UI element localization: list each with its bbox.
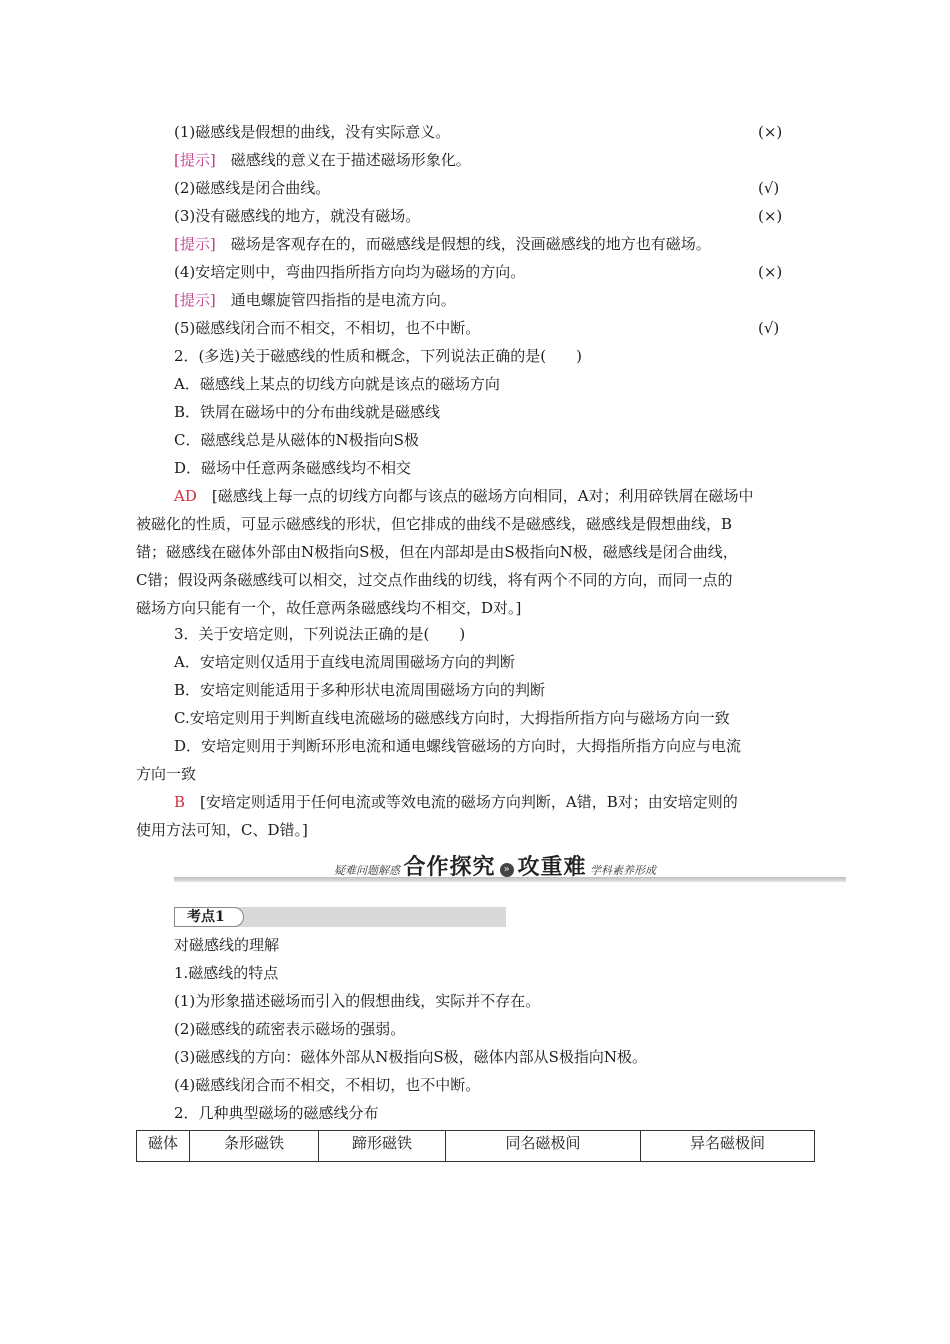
answer-text: [磁感线上每一点的切线方向都与该点的磁场方向相同，A对；利用碎铁屑在磁场中 [196, 487, 754, 505]
judge-mark-1: (×) [758, 123, 783, 141]
answer-tag: B [174, 793, 186, 811]
feature-3: (3)磁感线的方向：磁体外部从N极指向S极，磁体内部从S极指向N极。 [174, 1048, 648, 1066]
option-c: C．磁感线总是从磁体的N极指向S极 [174, 431, 419, 449]
table-header: 同名磁极间 [446, 1131, 641, 1162]
banner-heading-2: 攻重难 [517, 854, 587, 880]
section-banner [174, 852, 846, 886]
section-subtitle-2: 2．几种典型磁场的磁感线分布 [174, 1104, 379, 1122]
q3-option-a: A．安培定则仅适用于直线电流周围磁场方向的判断 [174, 653, 515, 671]
kaodian-label: 考点1 [174, 907, 244, 927]
table-header-row [137, 1131, 815, 1162]
answer-2-line-3: 错；磁感线在磁体外部由N极指向S极，但在内部却是由S极指向N极，磁感线是闭合曲线， [136, 543, 738, 561]
q3-option-d: D．安培定则用于判断环形电流和通电螺线管磁场的方向时，大拇指所指方向应与电流 [174, 737, 742, 755]
hint-tag: [提示] [174, 235, 216, 253]
banner-title [334, 852, 656, 886]
section-title: 对磁感线的理解 [174, 936, 280, 954]
option-b: B．铁屑在磁场中的分布曲线就是磁感线 [174, 403, 441, 421]
judge-mark-5: (√) [758, 319, 780, 337]
answer-2-line-4: C错；假设两条磁感线可以相交，过交点作曲线的切线，将有两个不同的方向，而同一点的 [136, 571, 733, 589]
table-header: 条形磁铁 [190, 1131, 319, 1162]
judge-mark-4: (×) [758, 263, 783, 281]
q3-option-b: B．安培定则能适用于多种形状电流周围磁场方向的判断 [174, 681, 546, 699]
option-d: D．磁场中任意两条磁感线均不相交 [174, 459, 412, 477]
answer-2-line-5: 磁场方向只能有一个，故任意两条磁感线均不相交，D对。] [136, 599, 522, 617]
option-a: A．磁感线上某点的切线方向就是该点的磁场方向 [174, 375, 500, 393]
hint-tag: [提示] [174, 151, 216, 169]
feature-1: (1)为形象描述磁场而引入的假想曲线，实际并不存在。 [174, 992, 541, 1010]
question-2: 2．(多选)关于磁感线的性质和概念，下列说法正确的是( ) [174, 347, 582, 365]
judge-item-4: (4)安培定则中，弯曲四指所指方向均为磁场的方向。 [174, 263, 526, 281]
table-header: 异名磁极间 [641, 1131, 815, 1162]
banner-heading-1: 合作探究 [403, 854, 496, 880]
hint-3 [174, 234, 711, 254]
answer-2-line-2: 被磁化的性质，可显示磁感线的形状，但它排成的曲线不是磁感线，磁感线是假想曲线，B [136, 515, 733, 533]
hint-tag: [提示] [174, 291, 216, 309]
judge-item-2: (2)磁感线是闭合曲线。 [174, 179, 331, 197]
question-3: 3．关于安培定则，下列说法正确的是( ) [174, 625, 466, 643]
section-subtitle-1: 1.磁感线的特点 [174, 964, 279, 982]
hint-text: 通电螺旋管四指指的是电流方向。 [215, 291, 456, 309]
judge-item-3: (3)没有磁感线的地方，就没有磁场。 [174, 207, 421, 225]
feature-2: (2)磁感线的疏密表示磁场的强弱。 [174, 1020, 406, 1038]
answer-2-line-1 [174, 486, 754, 506]
q3-option-c: C.安培定则用于判断直线电流磁场的磁感线方向时，大拇指所指方向与磁场方向一致 [174, 709, 730, 727]
table-header: 蹄形磁铁 [319, 1131, 446, 1162]
answer-3-line-1 [174, 792, 738, 812]
hint-text: 磁感线的意义在于描述磁场形象化。 [215, 151, 471, 169]
answer-tag: AD [174, 487, 197, 505]
table-header: 磁体 [137, 1131, 190, 1162]
hint-4 [174, 290, 456, 310]
feature-4: (4)磁感线闭合而不相交，不相切，也不中断。 [174, 1076, 481, 1094]
judge-mark-3: (×) [758, 207, 783, 225]
magnet-table [136, 1130, 815, 1162]
hint-1 [174, 150, 471, 170]
answer-3-line-2: 使用方法可知，C、D错。] [136, 821, 308, 839]
double-arrow-icon: » [500, 863, 514, 877]
hint-text: 磁场是客观存在的，而磁感线是假想的线，没画磁感线的地方也有磁场。 [215, 235, 711, 253]
judge-mark-2: (√) [758, 179, 780, 197]
answer-text: [安培定则适用于任何电流或等效电流的磁场方向判断，A错，B对；由安培定则的 [185, 793, 738, 811]
judge-item-5: (5)磁感线闭合而不相交，不相切，也不中断。 [174, 319, 481, 337]
banner-left-caption: 疑难问题解惑 [334, 864, 400, 877]
kaodian-bar [174, 907, 506, 927]
judge-item-1: (1)磁感线是假想的曲线，没有实际意义。 [174, 123, 451, 141]
banner-right-caption: 学科素养形成 [590, 864, 657, 877]
q3-option-d-cont: 方向一致 [136, 765, 197, 783]
